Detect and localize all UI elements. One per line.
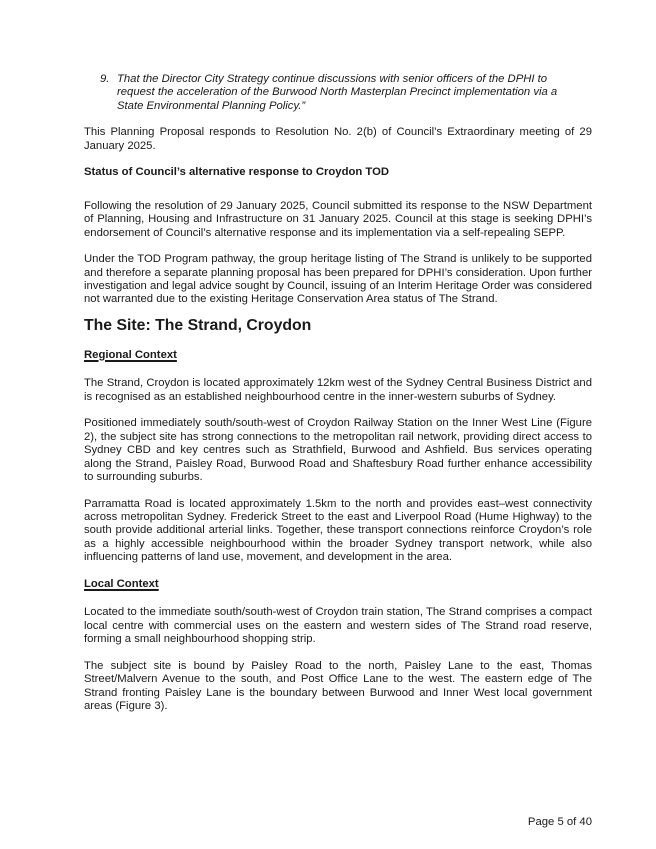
paragraph-following-resolution: Following the resolution of 29 January 2025, Council submitted its response to the NSW Department of Planning, Housing and Infrastructure on 31 January 2025. Council at this stage is seeking DPHI’s endorsement of Council’s alternative response and its implementation via a self-repealing SEPP. [84, 199, 592, 239]
heading-status-of-council-response: Status of Council’s alternative response to Croydon TOD [84, 166, 390, 179]
heading-regional-context: Regional Context [84, 348, 177, 361]
paragraph-parramatta-road: Parramatta Road is located approximately 1.5km to the north and provides east–west connectivity across metropolitan Sydney. Frederick Street to the east and Liverpool Road (Hume Highway) to the south provide additional arterial links. Together, these transport connections reinforce Croydon’s role as a highly accessible neighbourhood within the broader Sydney transport network, while also influencing patterns of land use, movement, and development in the area. [84, 497, 592, 564]
page-number-footer: Page 5 of 40 [527, 816, 592, 828]
heading-local-context: Local Context [84, 577, 159, 590]
document-content [84, 73, 592, 726]
paragraph-located-immediate: Located to the immediate south/south-west of Croydon train station, The Strand comprises a compact local centre with commercial uses on the eastern and western sides of The Strand road reserve, forming a small neighbourhood shopping strip. [84, 606, 592, 646]
paragraph-under-tod-program: Under the TOD Program pathway, the group heritage listing of The Strand is unlikely to be supported and therefore a separate planning proposal has been prepared for DPHI’s consideration. Upon further investigation and legal advice sought by Council, issuing of an Interim Heritage Order was considered not warranted due to the existing Heritage Conservation Area status of The Strand. [84, 253, 592, 306]
heading-the-site-the-strand-croydon: The Site: The Strand, Croydon [84, 316, 312, 334]
paragraph-planning-proposal-responds: This Planning Proposal responds to Resolution No. 2(b) of Council’s Extraordinary meeting of 29 January 2025. [84, 126, 592, 152]
paragraph-strand-location: The Strand, Croydon is located approximately 12km west of the Sydney Central Business District and is recognised as an established neighbourhood centre in the inner-western suburbs of Sydney. [84, 377, 592, 403]
paragraph-positioned-immediately: Positioned immediately south/south-west of Croydon Railway Station on the Inner West Line (Figure 2), the subject site has strong connections to the metropolitan rail network, providing direct access to Sydney CBD and key centres such as Strathfield, Burwood and Ashfield. Bus services operating along the Strand, Paisley Road, Burwood Road and Shaftesbury Road further enhance accessibility to surrounding suburbs. [84, 417, 592, 484]
resolution-item-text: That the Director City Strategy continue discussions with senior officers of the DPHI to request the acceleration of the Burwood North Masterplan Precinct implementation via a State Environmental Planning Policy.” [117, 73, 558, 112]
paragraph-subject-site-bounds: The subject site is bound by Paisley Road to the north, Paisley Lane to the east, Thomas Street/Malvern Avenue to the south, and Post Office Lane to the west. The eastern edge of The Strand fronting Paisley Lane is the boundary between Burwood and Inner West local government areas (Figure 3). [84, 659, 592, 712]
resolution-item-number: 9. [100, 73, 110, 85]
resolution-item-9 [100, 73, 570, 113]
